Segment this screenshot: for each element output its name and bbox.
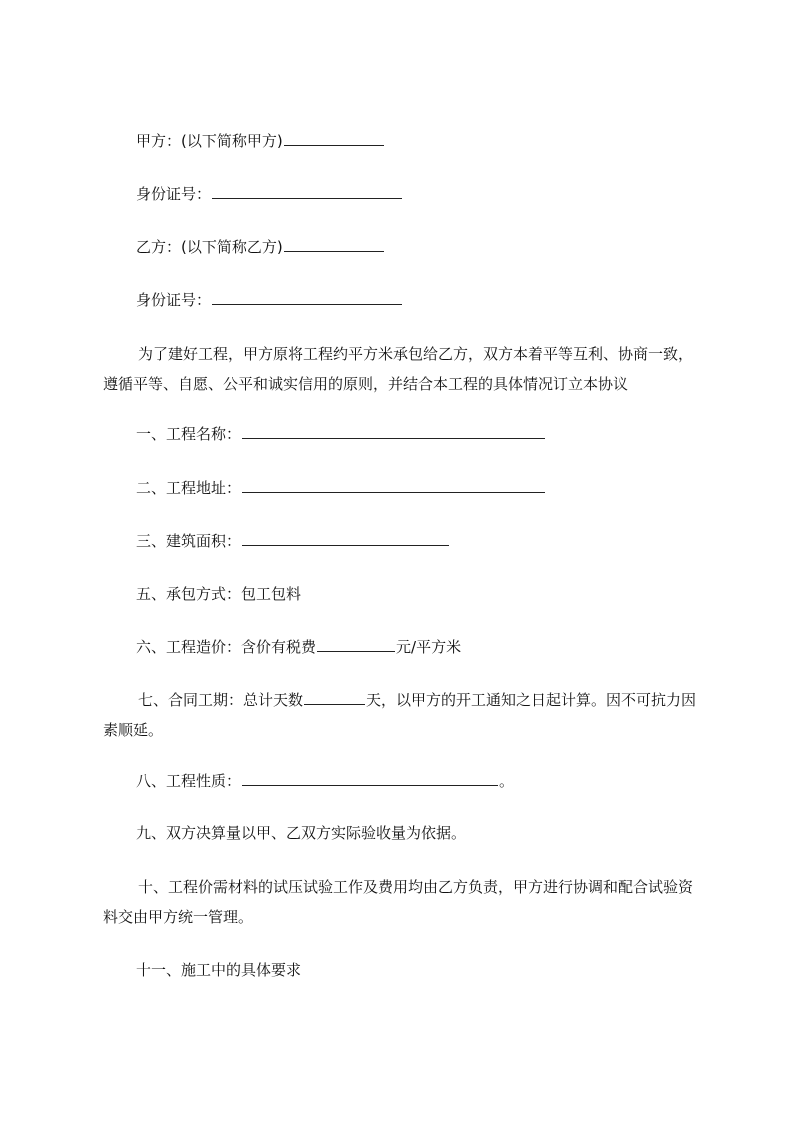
party-a-id-line [136, 184, 403, 204]
item-2-label: 二、工程地址： [136, 479, 242, 497]
item-3-blank [242, 531, 449, 546]
party-b-id-label: 身份证号： [136, 291, 212, 309]
party-b-blank [284, 237, 384, 252]
party-a-id-blank [212, 184, 402, 199]
item-7-prefix: 七、合同工期：总计天数 [138, 691, 304, 709]
party-a-id-label: 身份证号： [136, 185, 212, 203]
item-7-blank [304, 690, 365, 705]
item-1-line [136, 424, 546, 444]
item-11-line: 十一、施工中的具体要求 [136, 961, 302, 979]
party-a-line [136, 131, 385, 151]
item-8-blank [242, 771, 498, 786]
item-1-blank [242, 424, 545, 439]
item-7-paragraph [103, 685, 703, 745]
party-b-line [136, 237, 385, 257]
party-a-label: 甲方：(以下简称甲方) [136, 132, 283, 150]
item-1-label: 一、工程名称： [136, 425, 242, 443]
item-9-line: 九、双方决算量以甲、乙双方实际验收量为依据。 [136, 824, 467, 842]
item-8-label: 八、工程性质： [136, 772, 242, 790]
item-6-blank [317, 637, 395, 652]
item-3-label: 三、建筑面积： [136, 532, 242, 550]
item-6-prefix: 六、工程造价：含价有税费 [136, 638, 317, 656]
item-7-suffix: 天，以甲方的开工通知之日起计算。因不可抗力因素顺延。 [103, 691, 697, 739]
item-6-line [136, 637, 461, 657]
party-b-id-blank [212, 290, 402, 305]
item-2-line [136, 478, 546, 498]
party-b-id-line [136, 290, 403, 310]
item-8-end: 。 [499, 772, 515, 790]
item-10-paragraph: 十、工程价需材料的试压试验工作及费用均由乙方负责，甲方进行协调和配合试验资料交由甲方统一管理。 [103, 878, 694, 926]
party-a-blank [284, 131, 384, 146]
party-b-label: 乙方：(以下简称乙方) [136, 238, 283, 256]
item-8-line [136, 771, 514, 791]
item-3-line [136, 531, 450, 551]
item-2-blank [242, 478, 545, 493]
item-6-suffix: 元/平方米 [396, 638, 462, 656]
intro-paragraph: 为了建好工程，甲方原将工程约平方米承包给乙方，双方本着平等互利、协商一致，遵循平等、自愿、公平和诚实信用的原则，并结合本工程的具体情况订立本协议 [103, 345, 694, 393]
item-5-line: 五、承包方式：包工包料 [136, 585, 302, 603]
